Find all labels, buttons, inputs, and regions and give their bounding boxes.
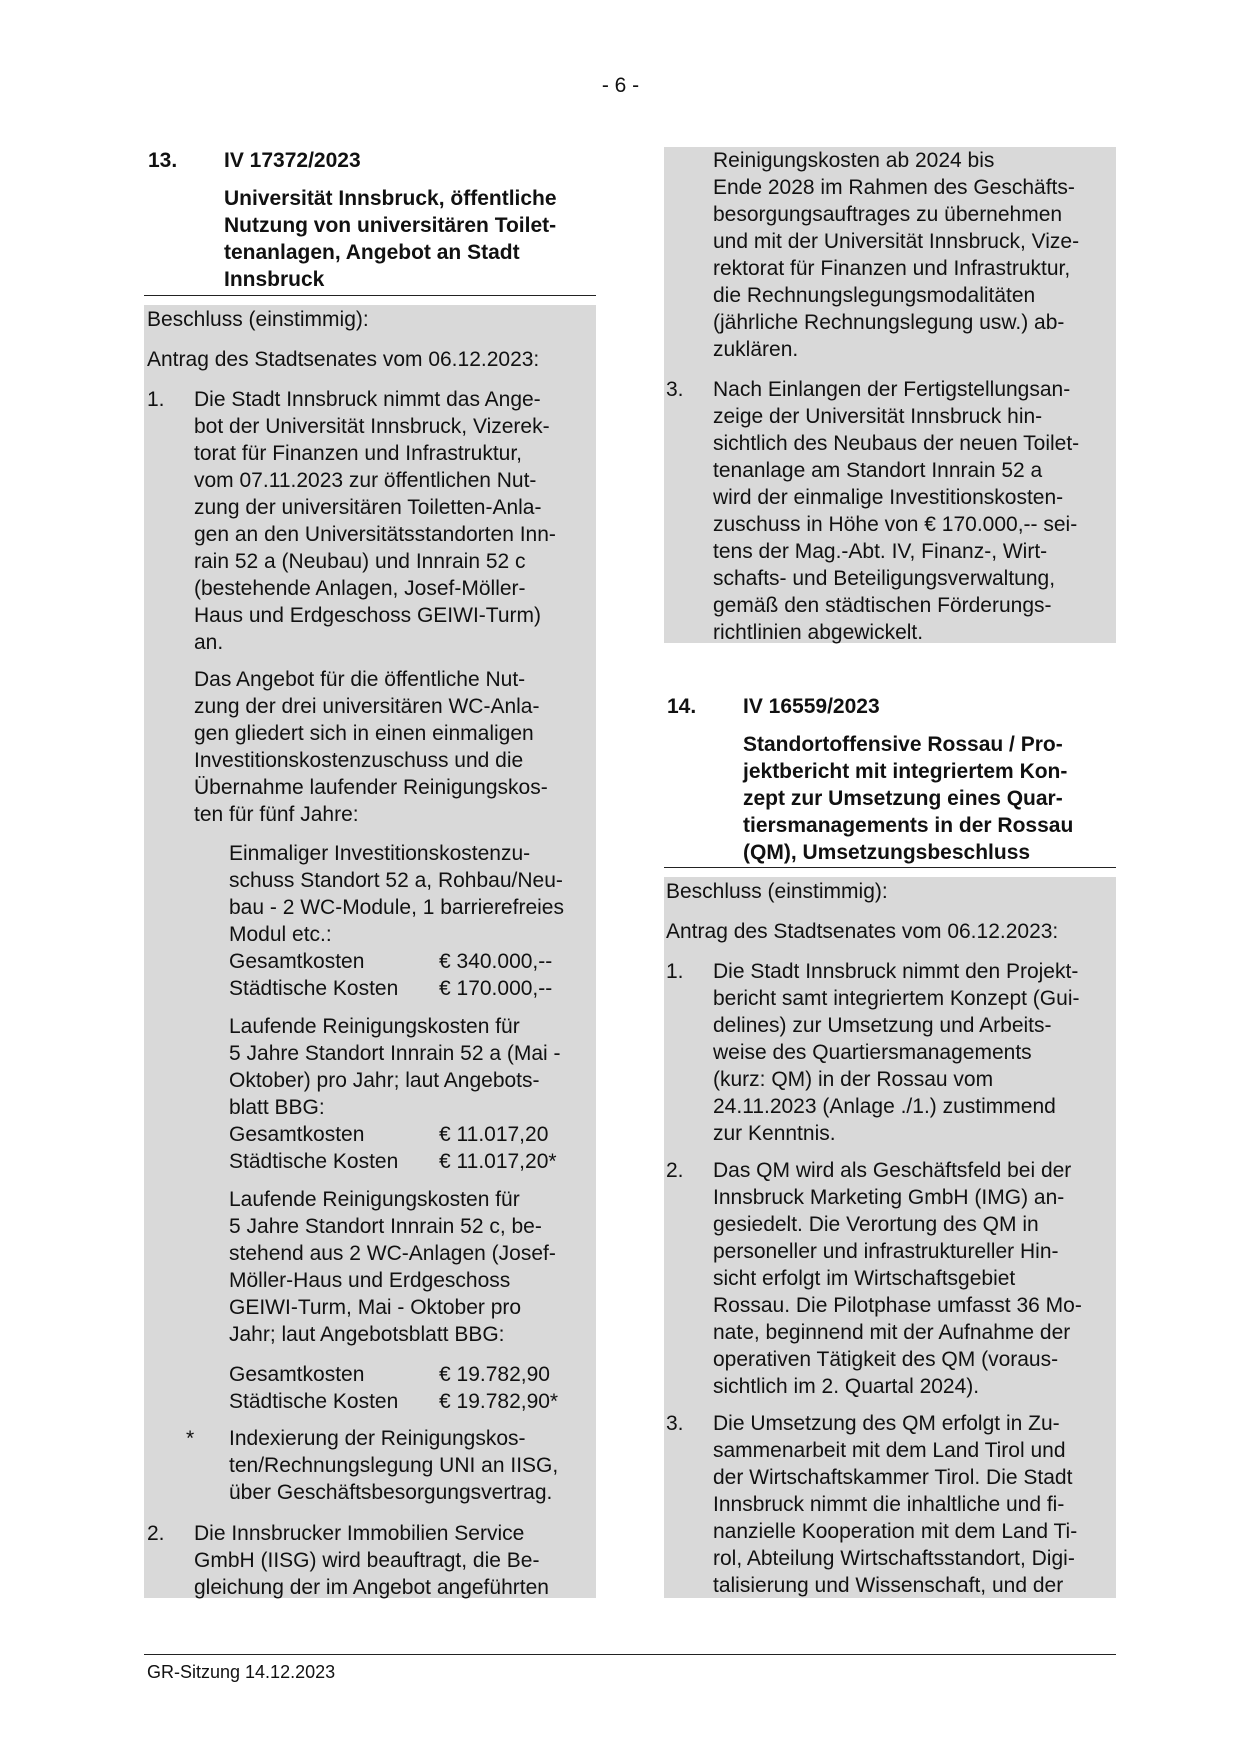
text-line: gemäß den städtischen Förderungs-: [713, 594, 1052, 617]
title-line: Standortoffensive Rossau / Pro-: [743, 733, 1063, 756]
text-line: richtlinien abgewickelt.: [713, 621, 924, 644]
text-line: Reinigungskosten ab 2024 bis: [713, 149, 995, 172]
point-number: 3.: [666, 378, 684, 401]
title-line: Nutzung von universitären Toilet-: [224, 214, 557, 237]
item-code: IV 17372/2023: [224, 149, 361, 172]
text-line: Indexierung der Reinigungskos-: [229, 1427, 526, 1450]
cost-block-3: [229, 1186, 599, 1415]
text-line: sammenarbeit mit dem Land Tirol und: [713, 1439, 1066, 1462]
text-line: delines) zur Umsetzung und Arbeits-: [713, 1014, 1052, 1037]
cost-row: [229, 975, 599, 1002]
title-line: (QM), Umsetzungsbeschluss: [743, 841, 1031, 864]
text-line: zeige der Universität Innsbruck hin-: [713, 405, 1043, 428]
text-line: Übernahme laufender Reinigungskos-: [194, 776, 548, 799]
text-line: nate, beginnend mit der Aufnahme der: [713, 1321, 1071, 1344]
text-line: bau - 2 WC-Module, 1 barrierefreies: [229, 896, 564, 919]
item-code: IV 16559/2023: [743, 695, 880, 718]
text-line: tenanlage am Standort Innrain 52 a: [713, 459, 1043, 482]
text-line: Rossau. Die Pilotphase umfasst 36 Mo-: [713, 1294, 1082, 1317]
title-rule: [664, 867, 1116, 868]
text-line: stehend aus 2 WC-Anlagen (Josef-: [229, 1242, 556, 1265]
text-line: nanzielle Kooperation mit dem Land Ti-: [713, 1520, 1078, 1543]
text-line: Das Angebot für die öffentliche Nut-: [194, 668, 526, 691]
text-line: weise des Quartiersmanagements: [713, 1041, 1032, 1064]
decision-label: Beschluss (einstimmig):: [147, 308, 369, 331]
point-3-text: [713, 376, 1079, 646]
text-line: Die Stadt Innsbruck nimmt den Projekt-: [713, 960, 1079, 983]
page-number: - 6 -: [601, 74, 640, 97]
cost-row: [229, 1361, 599, 1388]
text-line: sichtlich des Neubaus der neuen Toilet-: [713, 432, 1080, 455]
text-line: Jahr; laut Angebotsblatt BBG:: [229, 1323, 505, 1346]
cost-row: [229, 1121, 599, 1148]
title-line: tiersmanagements in der Rossau: [743, 814, 1074, 837]
item-14-point-2-text: [713, 1157, 1082, 1400]
cost-amount: € 11.017,20: [439, 1123, 549, 1146]
cost-amount: € 170.000,--: [439, 977, 553, 1000]
text-line: schafts- und Beteiligungsverwaltung,: [713, 567, 1056, 590]
text-line: gen an den Universitätsstandorten Inn-: [194, 523, 556, 546]
text-line: ten/Rechnungslegung UNI an IISG,: [229, 1454, 559, 1477]
title-line: Universität Innsbruck, öffentliche: [224, 187, 557, 210]
item-13-title: [224, 185, 594, 293]
point-number: 3.: [666, 1412, 684, 1435]
text-line: (jährliche Rechnungslegung usw.) ab-: [713, 311, 1065, 334]
text-line: Oktober) pro Jahr; laut Angebots-: [229, 1069, 540, 1092]
text-line: Einmaliger Investitionskostenzu-: [229, 842, 531, 865]
text-line: Die Stadt Innsbruck nimmt das Ange-: [194, 388, 541, 411]
text-line: über Geschäftsbesorgungsvertrag.: [229, 1481, 553, 1504]
text-line: der Wirtschaftskammer Tirol. Die Stadt: [713, 1466, 1073, 1489]
text-line: an.: [194, 631, 224, 654]
text-line: Die Umsetzung des QM erfolgt in Zu-: [713, 1412, 1060, 1435]
text-line: gesiedelt. Die Verortung des QM in: [713, 1213, 1039, 1236]
item-14-point-3-text: [713, 1410, 1077, 1599]
cost-label: Städtische Kosten: [229, 977, 399, 1000]
point-2-continued-text: [713, 147, 1079, 363]
point-number: 1.: [666, 960, 684, 983]
cost-label: Städtische Kosten: [229, 1390, 399, 1413]
text-line: Modul etc.:: [229, 923, 332, 946]
text-line: und mit der Universität Innsbruck, Vize-: [713, 230, 1080, 253]
point-number: 2.: [666, 1159, 684, 1182]
footnote-mark: *: [186, 1427, 195, 1450]
text-line: gleichung der im Angebot angeführten: [194, 1576, 549, 1599]
text-line: GEIWI-Turm, Mai - Oktober pro: [229, 1296, 522, 1319]
text-line: zuklären.: [713, 338, 799, 361]
text-line: (bestehende Anlagen, Josef-Möller-: [194, 577, 526, 600]
text-line: vom 07.11.2023 zur öffentlichen Nut-: [194, 469, 537, 492]
text-line: zur Kenntnis.: [713, 1122, 836, 1145]
text-line: bot der Universität Innsbruck, Vizerek-: [194, 415, 550, 438]
cost-label: Städtische Kosten: [229, 1150, 399, 1173]
point-number: 1.: [147, 388, 165, 411]
text-line: (kurz: QM) in der Rossau vom: [713, 1068, 994, 1091]
text-line: zung der drei universitären WC-Anla-: [194, 695, 540, 718]
text-line: wird der einmalige Investitionskosten-: [713, 486, 1064, 509]
footer-rule: [144, 1654, 1116, 1655]
text-line: Haus und Erdgeschoss GEIWI-Turm): [194, 604, 541, 627]
text-line: GmbH (IISG) wird beauftragt, die Be-: [194, 1549, 540, 1572]
text-line: operativen Tätigkeit des QM (voraus-: [713, 1348, 1059, 1371]
title-line: Innsbruck: [224, 268, 325, 291]
text-line: zuschuss in Höhe von € 170.000,-- sei-: [713, 513, 1078, 536]
item-number: 13.: [148, 149, 178, 172]
item-14-title: [743, 731, 1113, 866]
text-line: Innsbruck Marketing GmbH (IMG) an-: [713, 1186, 1065, 1209]
text-line: bericht samt integriertem Konzept (Gui-: [713, 987, 1080, 1010]
title-line: tenanlagen, Angebot an Stadt: [224, 241, 520, 264]
text-line: rol, Abteilung Wirtschaftsstandort, Digi-: [713, 1547, 1075, 1570]
text-line: Laufende Reinigungskosten für: [229, 1015, 520, 1038]
text-line: blatt BBG:: [229, 1096, 325, 1119]
text-line: die Rechnungslegungsmodalitäten: [713, 284, 1036, 307]
cost-label: Gesamtkosten: [229, 950, 365, 973]
text-line: Die Innsbrucker Immobilien Service: [194, 1522, 525, 1545]
title-line: zept zur Umsetzung eines Quar-: [743, 787, 1063, 810]
text-line: sichtlich im 2. Quartal 2024).: [713, 1375, 980, 1398]
cost-label: Gesamtkosten: [229, 1123, 365, 1146]
cost-block-1: [229, 840, 599, 1002]
cost-amount: € 19.782,90*: [439, 1390, 559, 1413]
text-line: rektorat für Finanzen und Infrastruktur,: [713, 257, 1071, 280]
text-line: talisierung und Wissenschaft, und der: [713, 1574, 1064, 1597]
point-1-offer-text: [194, 666, 548, 828]
text-line: Innsbruck nimmt die inhaltliche und fi-: [713, 1493, 1065, 1516]
text-line: zung der universitären Toiletten-Anla-: [194, 496, 542, 519]
text-line: torat für Finanzen und Infrastruktur,: [194, 442, 523, 465]
text-line: 24.11.2023 (Anlage ./1.) zustimmend: [713, 1095, 1056, 1118]
footnote-text: [229, 1425, 558, 1506]
text-line: schuss Standort 52 a, Rohbau/Neu-: [229, 869, 563, 892]
text-line: besorgungsauftrages zu übernehmen: [713, 203, 1063, 226]
text-line: Nach Einlangen der Fertigstellungsan-: [713, 378, 1071, 401]
motion-label: Antrag des Stadtsenates vom 06.12.2023:: [666, 920, 1059, 943]
cost-block-2: [229, 1013, 599, 1175]
cost-amount: € 340.000,--: [439, 950, 553, 973]
cost-row: [229, 948, 599, 975]
text-line: personeller und infrastruktureller Hin-: [713, 1240, 1059, 1263]
text-line: 5 Jahre Standort Innrain 52 a (Mai -: [229, 1042, 561, 1065]
item-number: 14.: [667, 695, 697, 718]
title-line: jektbericht mit integriertem Kon-: [743, 760, 1068, 783]
title-rule: [144, 295, 596, 296]
text-line: gen gliedert sich in einen einmaligen: [194, 722, 534, 745]
cost-row: [229, 1148, 599, 1175]
item-14-point-1-text: [713, 958, 1079, 1147]
text-line: Das QM wird als Geschäftsfeld bei der: [713, 1159, 1072, 1182]
text-line: sicht erfolgt im Wirtschaftsgebiet: [713, 1267, 1016, 1290]
point-number: 2.: [147, 1522, 165, 1545]
text-line: ten für fünf Jahre:: [194, 803, 359, 826]
text-line: Ende 2028 im Rahmen des Geschäfts-: [713, 176, 1075, 199]
point-2-text: [194, 1520, 549, 1601]
text-line: 5 Jahre Standort Innrain 52 c, be-: [229, 1215, 542, 1238]
cost-label: Gesamtkosten: [229, 1363, 365, 1386]
point-1-text: [194, 386, 556, 656]
cost-amount: € 11.017,20*: [439, 1150, 557, 1173]
cost-amount: € 19.782,90: [439, 1363, 550, 1386]
text-line: tens der Mag.-Abt. IV, Finanz-, Wirt-: [713, 540, 1048, 563]
motion-label: Antrag des Stadtsenates vom 06.12.2023:: [147, 348, 540, 371]
text-line: Investitionskostenzuschuss und die: [194, 749, 524, 772]
text-line: rain 52 a (Neubau) und Innrain 52 c: [194, 550, 526, 573]
footer-text: GR-Sitzung 14.12.2023: [147, 1662, 336, 1682]
decision-label: Beschluss (einstimmig):: [666, 880, 888, 903]
text-line: Möller-Haus und Erdgeschoss: [229, 1269, 511, 1292]
text-line: Laufende Reinigungskosten für: [229, 1188, 520, 1211]
cost-row: [229, 1388, 599, 1415]
